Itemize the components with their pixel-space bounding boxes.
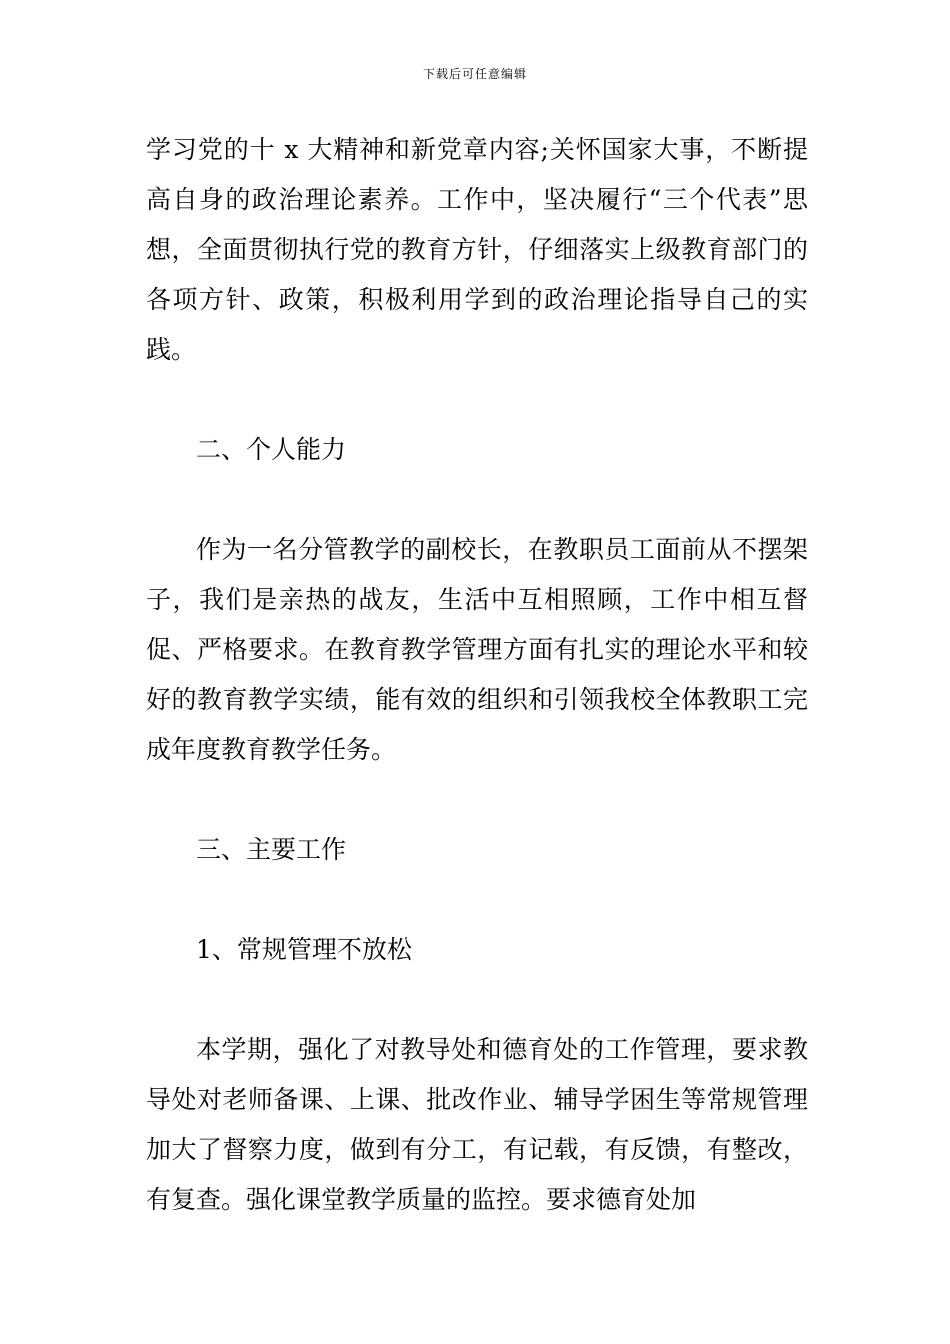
- page-header: 下载后可任意编辑: [422, 67, 527, 81]
- paragraph-gap: [146, 375, 808, 425]
- section-heading-main-work: 三、主要工作: [196, 835, 347, 864]
- subsection-heading-routine-management: 1、常规管理不放松: [196, 935, 412, 964]
- paragraph-gap: [146, 775, 808, 825]
- paragraph-political-study: 学习党的十 x 大精神和新党章内容;关怀国家大事，不断提高自身的政治理论素养。工作中，坚决履行“三个代表”思想，全面贯彻执行党的教育方针，仔细落实上级教育部门的各项方针、政策，积极利用学到的政治理论指导自己的实践。: [146, 135, 808, 364]
- paragraph-gap: [146, 875, 808, 925]
- paragraph-routine-management: 本学期，强化了对教导处和德育处的工作管理，要求教导处对老师备课、上课、批改作业、辅导学困生等常规管理加大了督察力度，做到有分工，有记载，有反馈，有整改，有复查。强化课堂教学质量的监控。要求德育处加: [146, 1035, 808, 1214]
- paragraph-gap: [146, 975, 808, 1025]
- paragraph-personal-ability: 作为一名分管教学的副校长，在教职员工面前从不摆架子，我们是亲热的战友，生活中互相照顾，工作中相互督促、严格要求。在教育教学管理方面有扎实的理论水平和较好的教育教学实绩，能有效的组织和引领我校全体教职工完成年度教育教学任务。: [146, 535, 808, 764]
- section-heading-personal-ability: 二、个人能力: [196, 435, 347, 464]
- paragraph-gap: [146, 475, 808, 525]
- document-body: [146, 125, 808, 1225]
